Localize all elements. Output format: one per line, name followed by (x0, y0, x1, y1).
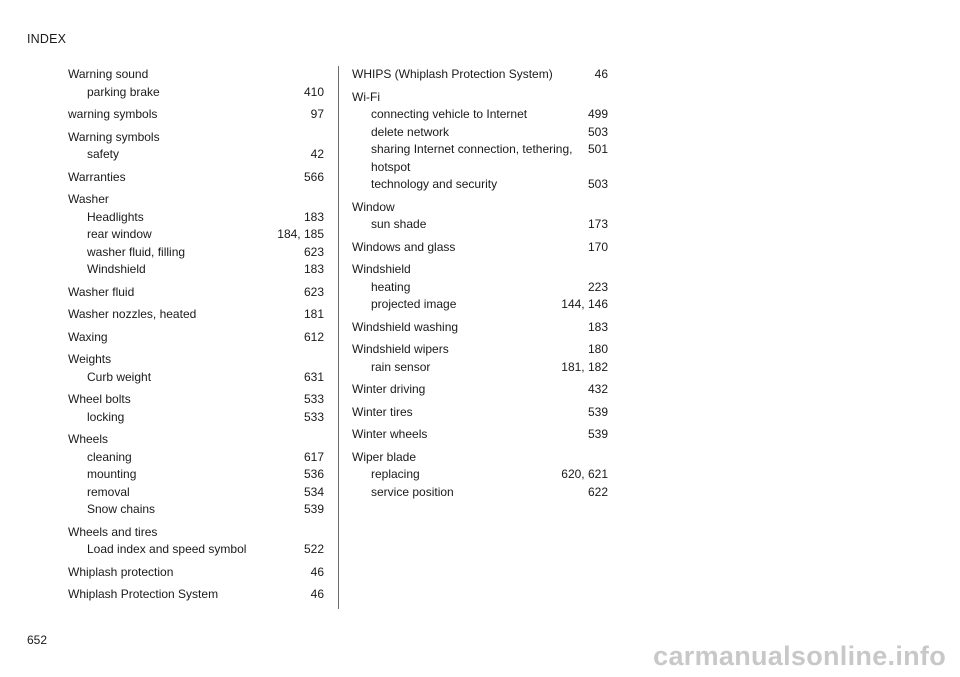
index-entry (352, 426, 608, 444)
index-term: Waxing (68, 329, 108, 344)
index-page-ref: 566 (303, 169, 324, 184)
index-subentry (352, 296, 608, 314)
index-subentry (68, 146, 324, 164)
index-entry-row (352, 261, 608, 279)
index-entry-row (352, 89, 608, 107)
index-entry-row (352, 66, 608, 84)
index-entry (68, 191, 324, 279)
index-subentry (68, 84, 324, 102)
index-term: Snow chains (87, 502, 156, 516)
index-term: Window (352, 199, 395, 214)
index-entry-row (68, 431, 324, 449)
index-column-left (68, 66, 324, 609)
index-term: Load index and speed symbol (87, 542, 247, 556)
index-term: WHIPS (Whiplash Protection System) (352, 67, 553, 81)
index-subentry (68, 226, 324, 244)
index-term: Wiper blade (352, 449, 417, 464)
index-entry (352, 261, 608, 314)
index-term: Wheel bolts (68, 392, 131, 406)
index-entry (68, 129, 324, 164)
index-page-ref: 173 (587, 217, 608, 231)
index-subentry (68, 449, 324, 467)
index-term: service position (371, 484, 454, 499)
index-page-ref: 533 (303, 409, 324, 424)
index-term: technology and security (371, 177, 498, 191)
index-page-ref: 180 (587, 342, 608, 356)
index-subentry (352, 279, 608, 297)
index-entry (352, 341, 608, 376)
index-entry-row (68, 129, 324, 147)
index-entry (352, 381, 608, 399)
index-term: Warranties (68, 169, 126, 184)
index-entry-row (68, 564, 324, 582)
index-term: Headlights (87, 209, 144, 224)
index-entry (352, 404, 608, 422)
index-entry-row (68, 284, 324, 302)
index-term: parking brake (87, 84, 160, 99)
index-term: Windshield wipers (352, 342, 449, 356)
index-page-ref: 620, 621 (561, 467, 608, 481)
index-subentry (68, 209, 324, 227)
index-subentry (352, 106, 608, 124)
index-entry (68, 169, 324, 187)
index-page-ref: 539 (587, 427, 608, 441)
index-term: Winter tires (352, 404, 413, 419)
index-term: Wheels (68, 432, 109, 446)
index-subentry (68, 541, 324, 559)
index-entry-row (68, 524, 324, 542)
index-entry-row (352, 381, 608, 399)
index-page-ref: 623 (303, 284, 324, 299)
index-entry-row (352, 199, 608, 217)
index-entry-row (68, 306, 324, 324)
index-page-ref: 181, 182 (561, 359, 608, 374)
index-page-ref: 533 (303, 392, 324, 406)
index-entry-row (352, 341, 608, 359)
index-entry (68, 66, 324, 101)
index-entry-row (352, 449, 608, 467)
index-subentry (352, 359, 608, 377)
index-page-ref: 144, 146 (561, 297, 608, 311)
index-entry (68, 391, 324, 426)
index-page-ref: 612 (303, 329, 324, 344)
index-term: Windshield (87, 262, 146, 276)
index-term: Warning sound (68, 67, 149, 81)
index-page-ref: 501 (587, 142, 608, 156)
index-entry (68, 524, 324, 559)
index-entry-row (68, 169, 324, 187)
index-entry (68, 106, 324, 124)
index-term: rear window (87, 227, 152, 241)
index-page-ref: 622 (587, 484, 608, 499)
index-subentry (68, 261, 324, 279)
page-number: 652 (27, 633, 48, 647)
index-page-ref: 432 (587, 382, 608, 396)
index-entry (352, 199, 608, 234)
index-entry (68, 564, 324, 582)
index-term: heating (371, 279, 411, 294)
index-entry (68, 329, 324, 347)
index-subentry (68, 501, 324, 519)
index-page-ref: 46 (594, 67, 608, 81)
index-entry-row (352, 426, 608, 444)
index-entry (68, 284, 324, 302)
index-page-ref: 503 (587, 177, 608, 191)
index-subentry (352, 484, 608, 502)
index-term: rain sensor (371, 359, 431, 374)
index-term: removal (87, 484, 130, 499)
index-page-ref: 410 (303, 84, 324, 99)
page-header: INDEX (27, 32, 67, 46)
index-term: projected image (371, 297, 457, 311)
index-term: mounting (87, 467, 137, 481)
index-page-ref: 97 (310, 107, 324, 121)
index-subentry (352, 124, 608, 142)
index-term: delete network (371, 124, 450, 139)
watermark: carmanualsonline.info (653, 641, 946, 671)
index-term: Washer nozzles, heated (68, 307, 197, 321)
index-entry (68, 586, 324, 604)
index-entry-row (68, 66, 324, 84)
index-page-ref: 539 (303, 502, 324, 516)
index-page-ref: 499 (587, 107, 608, 121)
index-page-ref: 183 (303, 262, 324, 276)
index-term: warning symbols (68, 107, 158, 121)
index-term: Winter wheels (352, 427, 428, 441)
index-entry-row (68, 191, 324, 209)
index-term: Warning symbols (68, 129, 160, 144)
index-page-ref: 42 (310, 147, 324, 161)
index-page-ref: 539 (587, 404, 608, 419)
index-term: locking (87, 409, 125, 424)
index-page-ref: 534 (303, 484, 324, 499)
index-term: connecting vehicle to Internet (371, 107, 528, 121)
index-entry (352, 66, 608, 84)
index-subentry (68, 369, 324, 387)
index-subentry (68, 484, 324, 502)
index-page-ref: 181 (303, 307, 324, 321)
index-entry-row (68, 329, 324, 347)
index-term: Wi-Fi (352, 89, 380, 104)
index-term: Windows and glass (352, 239, 456, 254)
index-subentry (352, 216, 608, 234)
index-page-ref: 536 (303, 467, 324, 481)
index-term: replacing (371, 467, 420, 481)
index-page-ref: 183 (587, 319, 608, 334)
index-term: sharing Internet connection, tethering, hotspot (371, 142, 573, 174)
index-entry (352, 319, 608, 337)
index-page-ref: 522 (303, 542, 324, 556)
index-term: Windshield (352, 262, 411, 276)
index-term: Wheels and tires (68, 524, 158, 539)
index-term: Windshield washing (352, 319, 459, 334)
index-subentry (352, 176, 608, 194)
index-term: Whiplash Protection System (68, 587, 219, 601)
index-term: washer fluid, filling (87, 244, 186, 259)
index-column-right (352, 66, 608, 506)
index-term: Washer fluid (68, 284, 135, 299)
index-entry (352, 239, 608, 257)
index-term: Whiplash protection (68, 564, 174, 579)
index-entry-row (352, 239, 608, 257)
index-entry-row (68, 106, 324, 124)
index-subentry (352, 466, 608, 484)
index-page-ref: 623 (303, 244, 324, 259)
index-term: Weights (68, 352, 112, 366)
index-subentry (68, 409, 324, 427)
index-page-ref: 46 (310, 564, 324, 579)
index-entry (68, 431, 324, 519)
index-entry-row (68, 351, 324, 369)
index-page-ref: 223 (587, 279, 608, 294)
index-entry (352, 89, 608, 194)
index-term: Washer (68, 192, 109, 206)
index-entry (68, 351, 324, 386)
index-entry-row (352, 404, 608, 422)
index-term: Curb weight (87, 369, 152, 384)
index-entry (68, 306, 324, 324)
index-page-ref: 631 (303, 369, 324, 384)
index-entry-row (68, 586, 324, 604)
index-page-ref: 183 (303, 209, 324, 224)
index-term: safety (87, 147, 120, 161)
index-term: Winter driving (352, 382, 426, 396)
index-page-ref: 617 (303, 449, 324, 464)
index-subentry (68, 466, 324, 484)
index-term: cleaning (87, 449, 132, 464)
index-entry-row (352, 319, 608, 337)
index-entry (352, 449, 608, 502)
index-subentry (352, 141, 608, 176)
index-term: sun shade (371, 217, 427, 231)
index-subentry (68, 244, 324, 262)
index-page-ref: 170 (587, 239, 608, 254)
column-divider (338, 66, 339, 609)
index-page-ref: 503 (587, 124, 608, 139)
index-page-ref: 46 (310, 587, 324, 601)
index-entry-row (68, 391, 324, 409)
index-page-ref: 184, 185 (277, 227, 324, 241)
